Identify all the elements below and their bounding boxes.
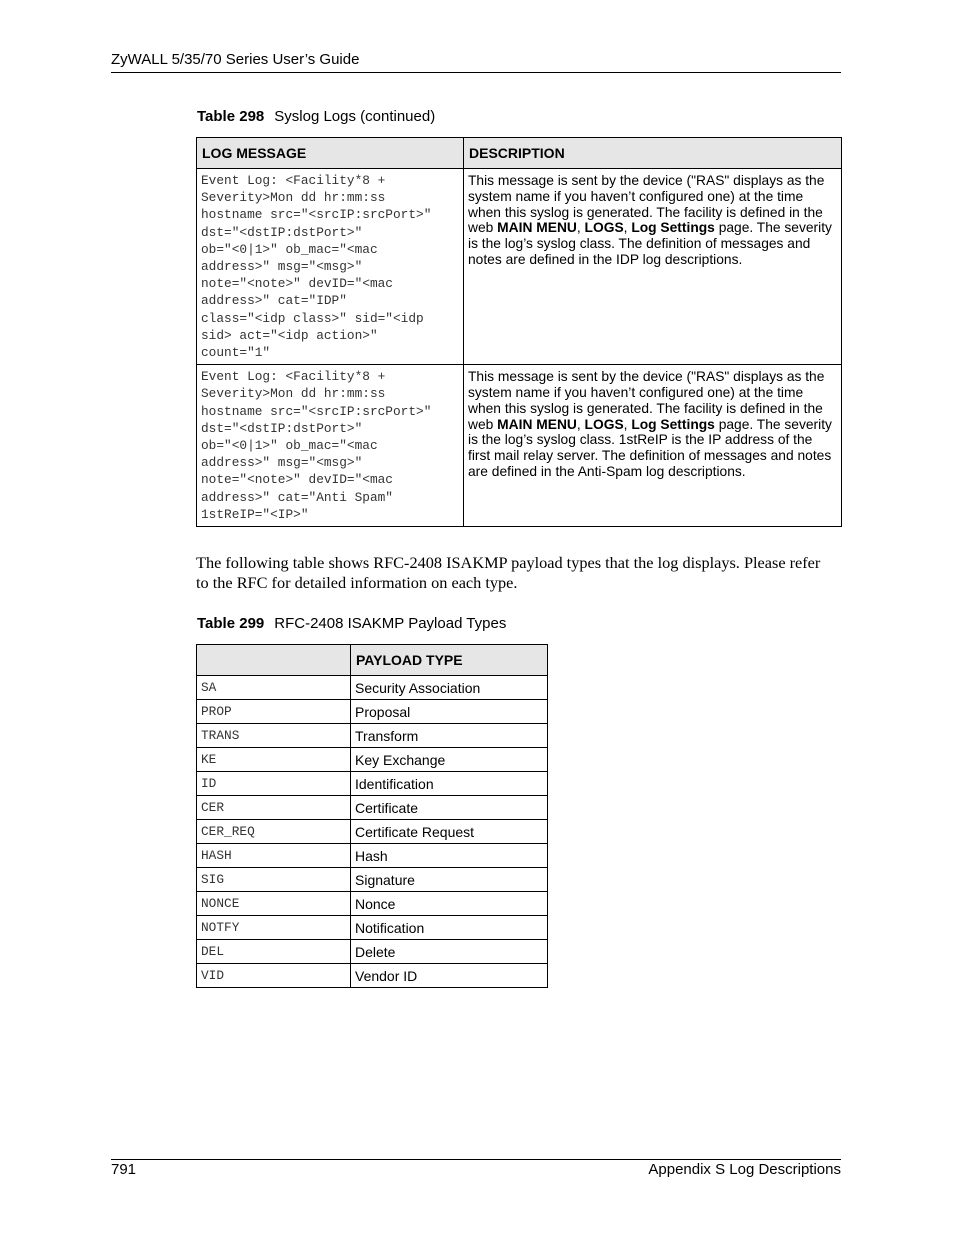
table-298-caption xyxy=(197,108,435,125)
page-number: 791 xyxy=(111,1161,137,1178)
payload-type-cell: Hash xyxy=(351,844,548,868)
payload-code-cell: NONCE xyxy=(197,892,351,916)
description-cell xyxy=(464,169,842,365)
payload-type-cell: Notification xyxy=(351,916,548,940)
document-header-title: ZyWALL 5/35/70 Series User’s Guide xyxy=(111,51,360,68)
table-row xyxy=(197,724,548,748)
table-row xyxy=(197,748,548,772)
payload-type-cell: Certificate xyxy=(351,796,548,820)
table-row xyxy=(197,796,548,820)
payload-code-cell: HASH xyxy=(197,844,351,868)
header-rule xyxy=(111,72,841,73)
payload-type-cell: Key Exchange xyxy=(351,748,548,772)
table-row xyxy=(197,964,548,988)
log-message-cell: Event Log: <Facility*8 + Severity>Mon dd hr:mm:ss hostname src="<srcIP:srcPort>" dst="<dstIP:dstPort>" ob="<0|1>" ob_mac="<mac address>" msg="<msg>" note="<note>" devID="<mac address>" cat="IDP" class="<idp class>" sid="<idp sid> act="<idp action>" count="1" xyxy=(197,169,464,365)
table-header-row xyxy=(197,138,842,169)
separator: , xyxy=(623,220,632,236)
menu-name: Log Settings xyxy=(631,416,715,432)
menu-name: MAIN MENU xyxy=(497,416,577,432)
table-row xyxy=(197,772,548,796)
table-299-title: RFC-2408 ISAKMP Payload Types xyxy=(274,615,507,632)
separator: , xyxy=(576,416,585,432)
menu-name: LOGS xyxy=(584,220,624,236)
payload-type-cell: Security Association xyxy=(351,676,548,700)
menu-name: Log Settings xyxy=(631,220,715,236)
payload-code-cell: CER xyxy=(197,796,351,820)
payload-code-cell: KE xyxy=(197,748,351,772)
payload-type-cell: Nonce xyxy=(351,892,548,916)
payload-code-cell: NOTFY xyxy=(197,916,351,940)
description-text: This message is sent by the device ("RAS" displays as the system name if you haven’t configured one) at the time when this syslog is generated. The facility is defined in the web xyxy=(468,173,825,236)
payload-code-cell: VID xyxy=(197,964,351,988)
payload-code-cell: SA xyxy=(197,676,351,700)
column-header-log-message: LOG MESSAGE xyxy=(197,138,464,169)
payload-type-cell: Proposal xyxy=(351,700,548,724)
table-row xyxy=(197,169,842,365)
payload-code-cell: TRANS xyxy=(197,724,351,748)
table-299-number: Table 299 xyxy=(197,615,265,632)
syslog-logs-table xyxy=(196,137,842,527)
payload-type-cell: Certificate Request xyxy=(351,820,548,844)
menu-name: MAIN MENU xyxy=(497,220,577,236)
payload-code-cell: ID xyxy=(197,772,351,796)
column-header-description: DESCRIPTION xyxy=(464,138,842,169)
footer-rule xyxy=(111,1159,841,1160)
payload-code-cell: PROP xyxy=(197,700,351,724)
table-row xyxy=(197,365,842,527)
table-header-row xyxy=(197,645,548,676)
table-299-caption xyxy=(197,615,506,632)
table-row xyxy=(197,868,548,892)
footer-section-title: Appendix S Log Descriptions xyxy=(648,1161,841,1178)
table-row xyxy=(197,844,548,868)
table-row xyxy=(197,940,548,964)
column-header-code xyxy=(197,645,351,676)
table-row xyxy=(197,700,548,724)
description-text: page. The severity is the log’s syslog class. 1stReIP is the IP address of the first mail relay server. The definition of messages and notes are defined in the Anti-Spam log descriptions. xyxy=(468,416,832,480)
body-paragraph: The following table shows RFC-2408 ISAKMP payload types that the log displays. Please refer to the RFC for detailed information on each type. xyxy=(196,553,821,592)
description-text: page. The severity is the log’s syslog class. The definition of messages and notes are defined in the IDP log descriptions. xyxy=(468,220,832,267)
log-message-cell: Event Log: <Facility*8 + Severity>Mon dd hr:mm:ss hostname src="<srcIP:srcPort>" dst="<dstIP:dstPort>" ob="<0|1>" ob_mac="<mac address>" msg="<msg>" note="<note>" devID="<mac address>" cat="Anti Spam" 1stReIP="<IP>" xyxy=(197,365,464,527)
payload-type-cell: Identification xyxy=(351,772,548,796)
table-row xyxy=(197,892,548,916)
payload-code-cell: SIG xyxy=(197,868,351,892)
payload-type-cell: Delete xyxy=(351,940,548,964)
description-text: This message is sent by the device ("RAS" displays as the system name if you haven’t configured one) at the time when this syslog is generated. The facility is defined in the web xyxy=(468,369,825,432)
separator: , xyxy=(623,416,632,432)
menu-name: LOGS xyxy=(584,416,624,432)
payload-type-cell: Signature xyxy=(351,868,548,892)
table-row xyxy=(197,676,548,700)
isakmp-payload-types-table xyxy=(196,644,548,988)
column-header-payload-type: PAYLOAD TYPE xyxy=(351,645,548,676)
table-row xyxy=(197,916,548,940)
table-298-title: Syslog Logs (continued) xyxy=(274,108,436,125)
table-298-number: Table 298 xyxy=(197,108,265,125)
payload-type-cell: Transform xyxy=(351,724,548,748)
table-row xyxy=(197,820,548,844)
payload-code-cell: CER_REQ xyxy=(197,820,351,844)
description-cell xyxy=(464,365,842,527)
payload-type-cell: Vendor ID xyxy=(351,964,548,988)
separator: , xyxy=(576,220,585,236)
payload-code-cell: DEL xyxy=(197,940,351,964)
